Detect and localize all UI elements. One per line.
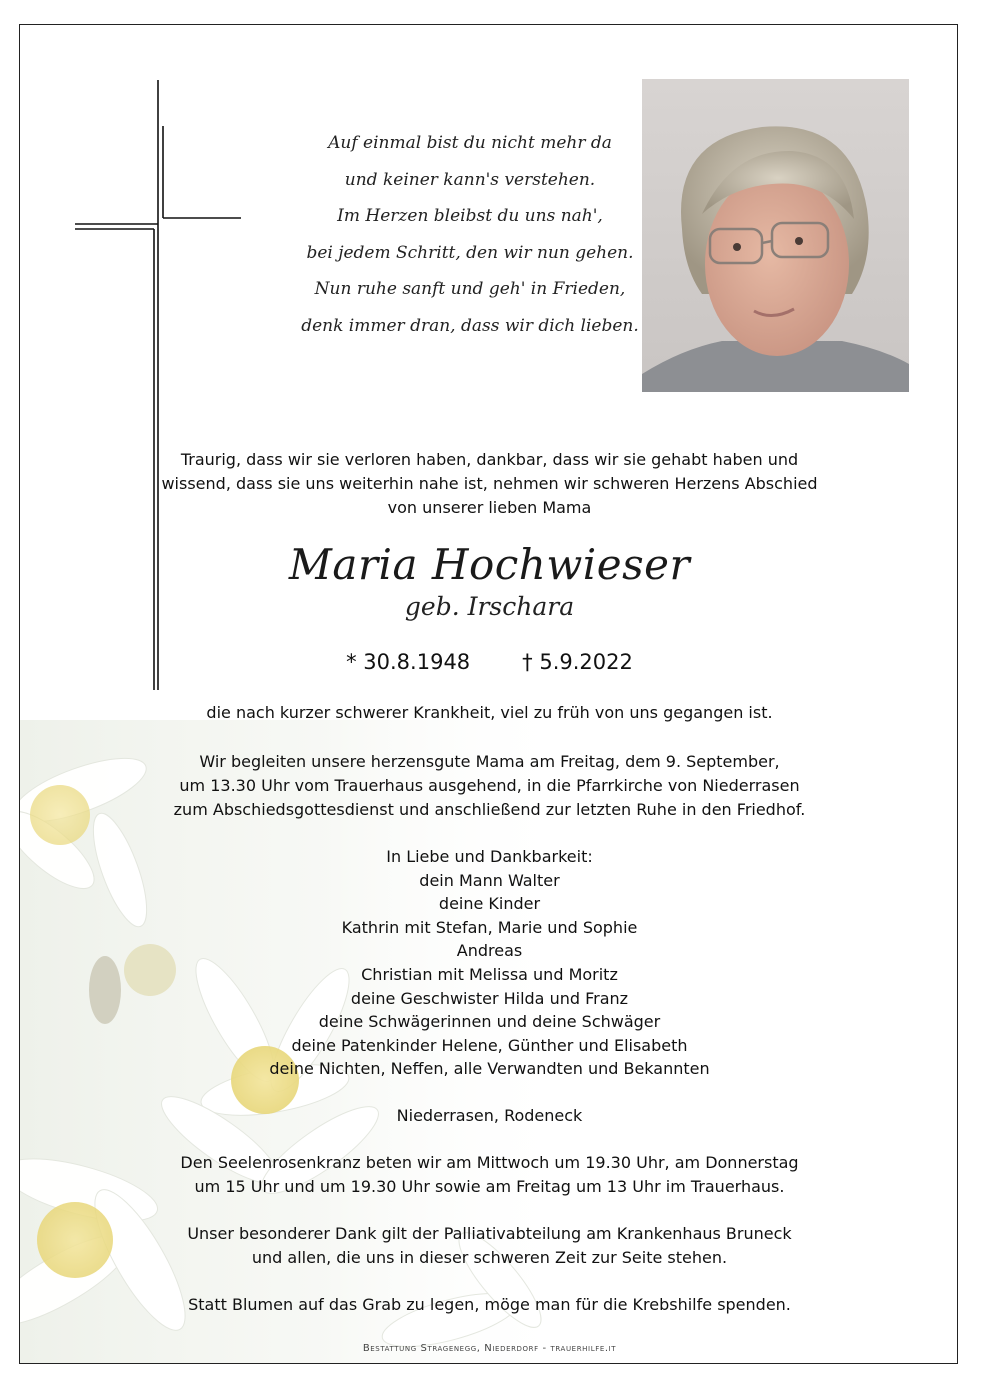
obituary-card: [19, 24, 958, 1364]
intro-line: Traurig, dass wir sie verloren haben, dankbar, dass wir sie gehabt haben und: [180, 450, 799, 469]
death-date: † 5.9.2022: [522, 650, 633, 674]
family-line: deine Nichten, Neffen, alle Verwandten und Bekannten: [269, 1059, 710, 1079]
ceremony-line: um 13.30 Uhr vom Trauerhaus ausgehend, in die Pfarrkirche von Niederrasen: [179, 776, 800, 795]
portrait-photo: [642, 79, 909, 392]
deceased-name: Maria Hochwieser: [288, 540, 691, 589]
poem-line: denk immer dran, dass wir dich lieben.: [301, 315, 639, 336]
thanks-line: und allen, die uns in dieser schweren Zeit zur Seite stehen.: [251, 1248, 728, 1267]
poem-line: und keiner kann's verstehen.: [344, 169, 596, 190]
rosary-line: Den Seelenrosenkranz beten wir am Mittwoch um 19.30 Uhr, am Donnerstag: [180, 1153, 799, 1172]
family-line: In Liebe und Dankbarkeit:: [386, 847, 593, 866]
intro-text: [20, 448, 958, 520]
funeral-home-footer: Bestattung Stragenegg, Niederdorf - trauerhilfe.it: [362, 1343, 617, 1354]
life-dates: [20, 647, 958, 677]
thanks-text: [20, 1222, 958, 1270]
passing-text: die nach kurzer schwerer Krankheit, viel zu früh von uns gegangen ist.: [206, 703, 773, 722]
poem-line: Im Herzen bleibst du uns nah',: [337, 206, 603, 226]
thanks-line: Unser besonderer Dank gilt der Palliativabteilung am Krankenhaus Bruneck: [187, 1224, 792, 1243]
family-line: deine Kinder: [438, 894, 541, 914]
intro-line: von unserer lieben Mama: [387, 498, 592, 517]
place-text: Niederrasen, Rodeneck: [396, 1106, 583, 1125]
family-line: dein Mann Walter: [419, 870, 560, 890]
rosary-text: [20, 1151, 958, 1199]
intro-line: wissend, dass sie uns weiterhin nahe ist, nehmen wir schweren Herzens Abschied: [161, 474, 818, 493]
family-line: deine Patenkinder Helene, Günther und Elisabeth: [291, 1035, 688, 1055]
family-line: Christian mit Melissa und Moritz: [361, 964, 618, 984]
family-line: deine Schwägerinnen und deine Schwäger: [318, 1012, 661, 1032]
ceremony-line: Wir begleiten unsere herzensgute Mama am Freitag, dem 9. September,: [199, 752, 780, 771]
poem-line: Nun ruhe sanft und geh' in Frieden,: [314, 279, 626, 299]
birth-date: * 30.8.1948: [346, 650, 471, 674]
poem-line: bei jedem Schritt, den wir nun gehen.: [306, 242, 634, 263]
family-list: [20, 845, 958, 1081]
ceremony-line: zum Abschiedsgottesdienst und anschließend zur letzten Ruhe in den Friedhof.: [173, 800, 806, 819]
rosary-line: um 15 Uhr und um 19.30 Uhr sowie am Freitag um 13 Uhr im Trauerhaus.: [194, 1177, 785, 1196]
ceremony-text: [20, 750, 958, 822]
donation-note: Statt Blumen auf das Grab zu legen, möge man für die Krebshilfe spenden.: [188, 1295, 791, 1314]
family-line: Kathrin mit Stefan, Marie und Sophie: [341, 917, 638, 937]
family-line: Andreas: [456, 941, 523, 961]
family-line: deine Geschwister Hilda und Franz: [350, 988, 629, 1008]
poem-line: Auf einmal bist du nicht mehr da: [328, 133, 612, 153]
memorial-poem: [290, 125, 650, 344]
maiden-name: geb. Irschara: [404, 592, 575, 621]
